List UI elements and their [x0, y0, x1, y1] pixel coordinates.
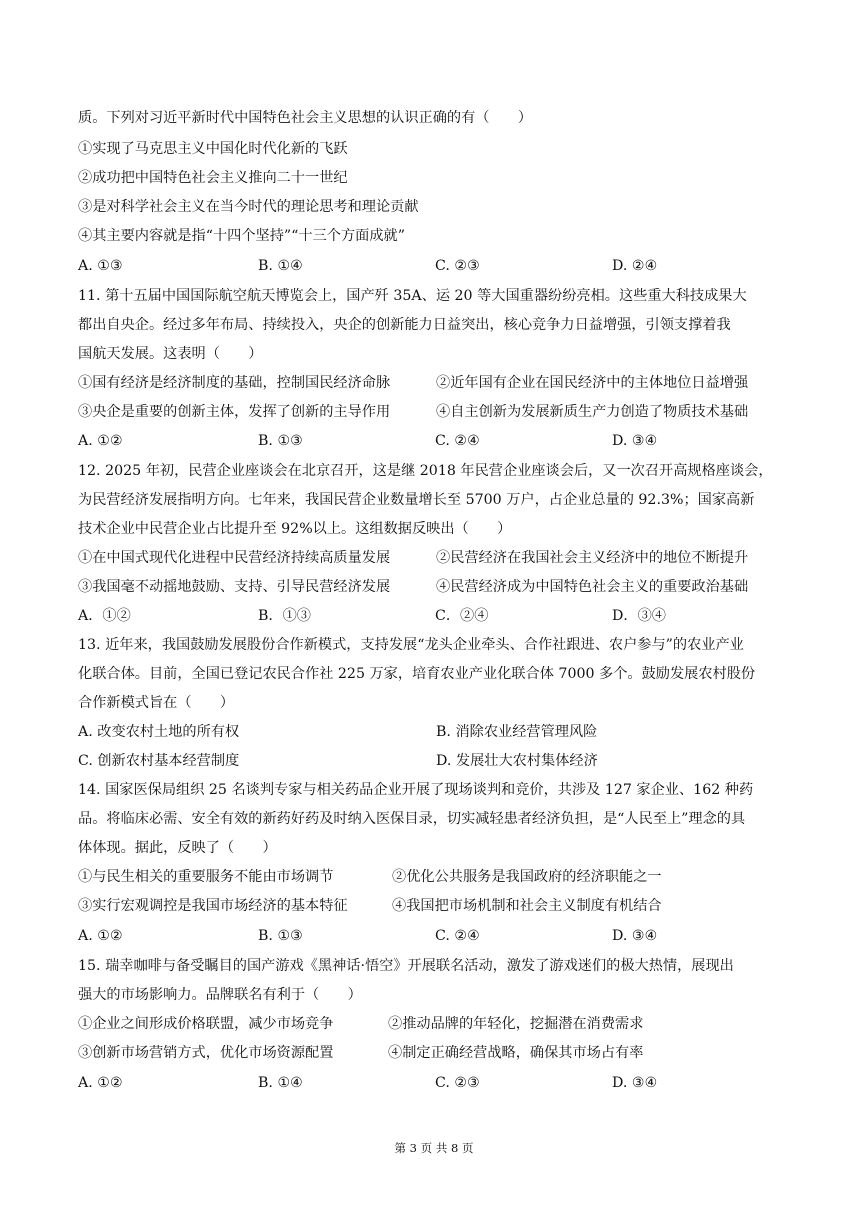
q11-stem-line-1: 11. 第十五届中国国际航空航天博览会上，国产歼 35A、运 20 等大国重器纷纷亮相。这些重大科技成果大	[78, 288, 747, 304]
q10-option-a[interactable]: A. ①③	[78, 258, 123, 274]
q15-statement-3: ③创新市场营销方式，优化市场资源配置	[78, 1045, 334, 1061]
q15-statement-2: ②推动品牌的年轻化，挖掘潜在消费需求	[388, 1016, 644, 1032]
q12-statement-4: ④民营经济成为中国特色社会主义的重要政治基础	[436, 579, 749, 595]
q10-statement-3: ③是对科学社会主义在当今时代的理论思考和理论贡献	[78, 199, 419, 215]
q15-statement-1: ①企业之间形成价格联盟，减少市场竞争	[78, 1016, 334, 1032]
q10-options	[78, 256, 788, 276]
q10-option-c[interactable]: C. ②③	[435, 258, 480, 274]
q11-statements-row-1	[78, 373, 788, 393]
q12-option-b[interactable]: B．①③	[258, 608, 311, 624]
q12-statement-2: ②民营经济在我国社会主义经济中的地位不断提升	[436, 550, 749, 566]
q14-option-b[interactable]: B. ①③	[258, 928, 303, 944]
q13-options-row-1	[78, 722, 788, 742]
page-number: 第 3 页 共 8 页	[394, 1141, 474, 1155]
q11-statements-row-2	[78, 402, 788, 422]
q14-statement-4: ④我国把市场机制和社会主义制度有机结合	[392, 898, 662, 914]
q14-option-c[interactable]: C. ②④	[435, 928, 480, 944]
q12-option-c[interactable]: C．②④	[435, 608, 489, 624]
q14-statement-3: ③实行宏观调控是我国市场经济的基本特征	[78, 898, 348, 914]
q12-stem-line-2: 为民营经济发展指明方向。七年来，我国民营企业数量增长至 5700 万户，占企业总量的 92.3%；国家高新	[78, 492, 755, 508]
q10-statement-4: ④其主要内容就是指“十四个坚持”“十三个方面成就”	[78, 228, 405, 244]
q10-option-d[interactable]: D. ②④	[612, 258, 658, 274]
q11-options	[78, 431, 788, 451]
q12-statements-row-1	[78, 548, 788, 568]
q13-option-b[interactable]: B. 消除农业经营管理风险	[436, 724, 598, 740]
q14-statement-1: ①与民生相关的重要服务不能由市场调节	[78, 869, 334, 885]
q12-option-d[interactable]: D．③④	[612, 608, 666, 624]
q12-statements-row-2	[78, 577, 788, 597]
q11-statement-3: ③央企是重要的创新主体，发挥了创新的主导作用	[78, 404, 391, 420]
q15-statements-row-2	[78, 1043, 788, 1063]
q12-stem-line-3: 技术企业中民营企业占比提升至 92%以上。这组数据反映出（ ）	[78, 521, 512, 537]
q13-option-d[interactable]: D. 发展壮大农村集体经济	[436, 753, 598, 769]
q13-options-row-2	[78, 751, 788, 771]
q11-option-b[interactable]: B. ①③	[258, 433, 303, 449]
q13-stem-line-3: 合作新模式旨在（ ）	[78, 695, 235, 711]
q14-stem-line-1: 14. 国家医保局组织 25 名谈判专家与相关药品企业开展了现场谈判和竞价，共涉及 127 家企业、162 种药	[78, 782, 754, 798]
q14-stem-line-2: 品。将临床必需、安全有效的新药好药及时纳入医保目录，切实减轻患者经济负担，是“人民至上”理念的具	[78, 811, 746, 827]
q11-statement-1: ①国有经济是经济制度的基础，控制国民经济命脉	[78, 375, 391, 391]
q11-option-c[interactable]: C. ②④	[435, 433, 480, 449]
q14-stem-line-3: 体体现。据此，反映了（ ）	[78, 840, 277, 856]
q15-stem-line-1: 15. 瑞幸咖啡与备受瞩目的国产游戏《黑神话·悟空》开展联名活动，激发了游戏迷们的极大热情，展现出	[78, 958, 734, 974]
q14-statements-row-1	[78, 867, 788, 887]
q11-option-a[interactable]: A. ①②	[78, 433, 123, 449]
q13-option-c[interactable]: C. 创新农村基本经营制度	[78, 753, 240, 769]
q13-stem-line-1: 13. 近年来，我国鼓励发展股份合作新模式，支持发展“龙头企业牵头、合作社跟进、农户参与”的农业产业	[78, 637, 744, 653]
q14-statements-row-2	[78, 896, 788, 916]
q15-option-c[interactable]: C. ②③	[435, 1075, 480, 1091]
q13-option-a[interactable]: A. 改变农村土地的所有权	[78, 724, 240, 740]
q15-option-d[interactable]: D. ③④	[612, 1075, 658, 1091]
q12-options	[78, 606, 788, 626]
q12-statement-1: ①在中国式现代化进程中民营经济持续高质量发展	[78, 550, 391, 566]
q14-statement-2: ②优化公共服务是我国政府的经济职能之一	[392, 869, 662, 885]
q10-statement-2: ②成功把中国特色社会主义推向二十一世纪	[78, 170, 348, 186]
q13-stem-line-2: 化联合体。目前，全国已登记农民合作社 225 万家，培育农业产业化联合体 7000 多个。鼓励发展农村股份	[78, 666, 756, 682]
q11-option-d[interactable]: D. ③④	[612, 433, 658, 449]
q14-options	[78, 926, 788, 946]
q15-option-b[interactable]: B. ①④	[258, 1075, 303, 1091]
q11-stem-line-3: 国航天发展。这表明（ ）	[78, 346, 263, 362]
q11-statement-2: ②近年国有企业在国民经济中的主体地位日益增强	[436, 375, 749, 391]
q10-option-b[interactable]: B. ①④	[258, 258, 303, 274]
q15-option-a[interactable]: A. ①②	[78, 1075, 123, 1091]
q14-option-a[interactable]: A. ①②	[78, 928, 123, 944]
q15-stem-line-2: 强大的市场影响力。品牌联名有利于（ ）	[78, 987, 362, 1003]
q15-options	[78, 1073, 788, 1093]
q12-option-a[interactable]: A．①②	[78, 608, 131, 624]
q14-option-d[interactable]: D. ③④	[612, 928, 658, 944]
q11-statement-4: ④自主创新为发展新质生产力创造了物质技术基础	[436, 404, 749, 420]
q12-stem-line-1: 12. 2025 年初，民营企业座谈会在北京召开，这是继 2018 年民营企业座谈会后，又一次召开高规格座谈会，	[78, 463, 773, 479]
q10-stem-tail: 质。下列对习近平新时代中国特色社会主义思想的认识正确的有（ ）	[78, 110, 533, 126]
q10-statement-1: ①实现了马克思主义中国化时代化新的飞跃	[78, 141, 348, 157]
q12-statement-3: ③我国毫不动摇地鼓励、支持、引导民营经济发展	[78, 579, 391, 595]
q15-statement-4: ④制定正确经营战略，确保其市场占有率	[388, 1045, 644, 1061]
q15-statements-row-1	[78, 1014, 788, 1034]
q11-stem-line-2: 都出自央企。经过多年布局、持续投入，央企的创新能力日益突出，核心竞争力日益增强，引领支撑着我	[78, 317, 731, 333]
